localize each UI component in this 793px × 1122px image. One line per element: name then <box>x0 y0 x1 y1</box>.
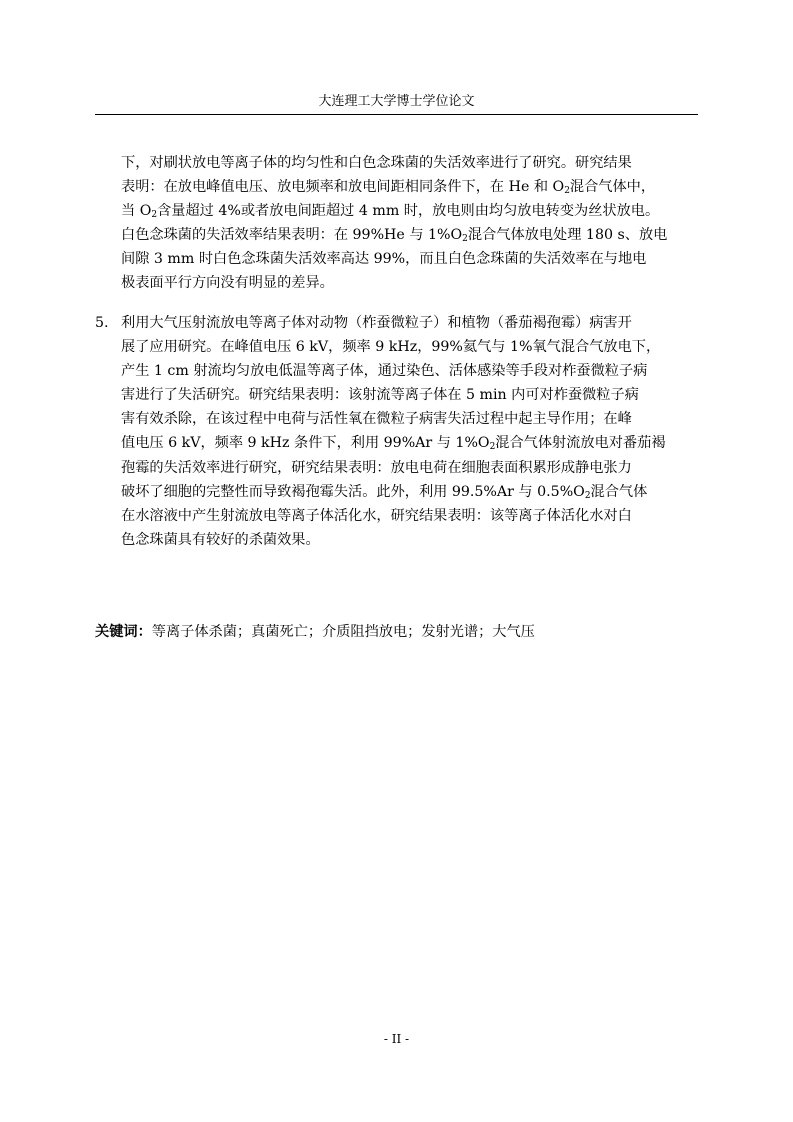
text-line: 色念珠菌具有较好的杀菌效果。 <box>121 531 320 548</box>
text-line: 表明：在放电峰值电压、放电频率和放电间距相同条件下，在 He 和 $O_2$混合气体中， <box>121 179 656 197</box>
paragraph-continued <box>121 151 698 296</box>
text-line: 害进行了失活研究。研究结果表明：该射流等离子体在 5 min 内可对柞蚕微粒子病 <box>121 387 639 404</box>
keywords-label: 关键词： <box>95 624 152 640</box>
text-line: 白色念珠菌的失活效率结果表明：在 99%He 与 $1\%O_2$混合气体放电处理 180 s、放电 <box>121 227 668 245</box>
text-line: 展了应用研究。在峰值电压 6 kV，频率 9 kHz，99%氦气与 1%氧气混合气放电下， <box>121 339 661 356</box>
running-header: 大连理工大学博士学位论文 <box>318 94 475 109</box>
keywords <box>95 620 698 644</box>
list-number: 5. <box>95 315 109 331</box>
text-line: 下，对刷状放电等离子体的均匀性和白色念珠菌的失活效率进行了研究。研究结果 <box>121 155 632 171</box>
text-line: 当 $O_2$含量超过 4%或者放电间距超过 4 mm 时，放电则由均匀放电转变为丝状放电。 <box>121 203 660 221</box>
text-line: 在水溶液中产生射流放电等离子体活化水，研究结果表明：该等离子体活化水对白 <box>121 507 632 524</box>
list-item-5 <box>121 311 698 552</box>
text-line: 间隙 3 mm 时白色念珠菌失活效率高达 99%，而且白色念珠菌的失活效率在与地电 <box>121 251 647 268</box>
text-line: 产生 1 cm 射流均匀放电低温等离子体，通过染色、活体感染等手段对柞蚕微粒子病 <box>121 363 648 380</box>
keywords-text: 等离子体杀菌；真菌死亡；介质阻挡放电；发射光谱；大气压 <box>151 624 535 640</box>
text-line: 破坏了细胞的完整性而导致褐孢霉失活。此外，利用 99.5%Ar 与 $0.5\%O_2$混合气体 <box>121 483 648 501</box>
page-number: - II - <box>383 1032 410 1046</box>
text-line: 极表面平行方向没有明显的差异。 <box>121 275 334 292</box>
text-line: 害有效杀除，在该过程中电荷与活性氧在微粒子病害失活过程中起主导作用；在峰 <box>121 411 632 428</box>
text-line: 值电压 6 kV，频率 9 kHz 条件下，利用 99%Ar 与 $1\%O_2$混合气体射流放电对番茄褐 <box>121 435 666 453</box>
text-line: 孢霉的失活效率进行研究，研究结果表明：放电电荷在细胞表面积累形成静电张力 <box>121 459 632 476</box>
header-rule <box>95 114 698 115</box>
text-line: 利用大气压射流放电等离子体对动物（柞蚕微粒子）和植物（番茄褐孢霉）病害开 <box>121 315 632 331</box>
